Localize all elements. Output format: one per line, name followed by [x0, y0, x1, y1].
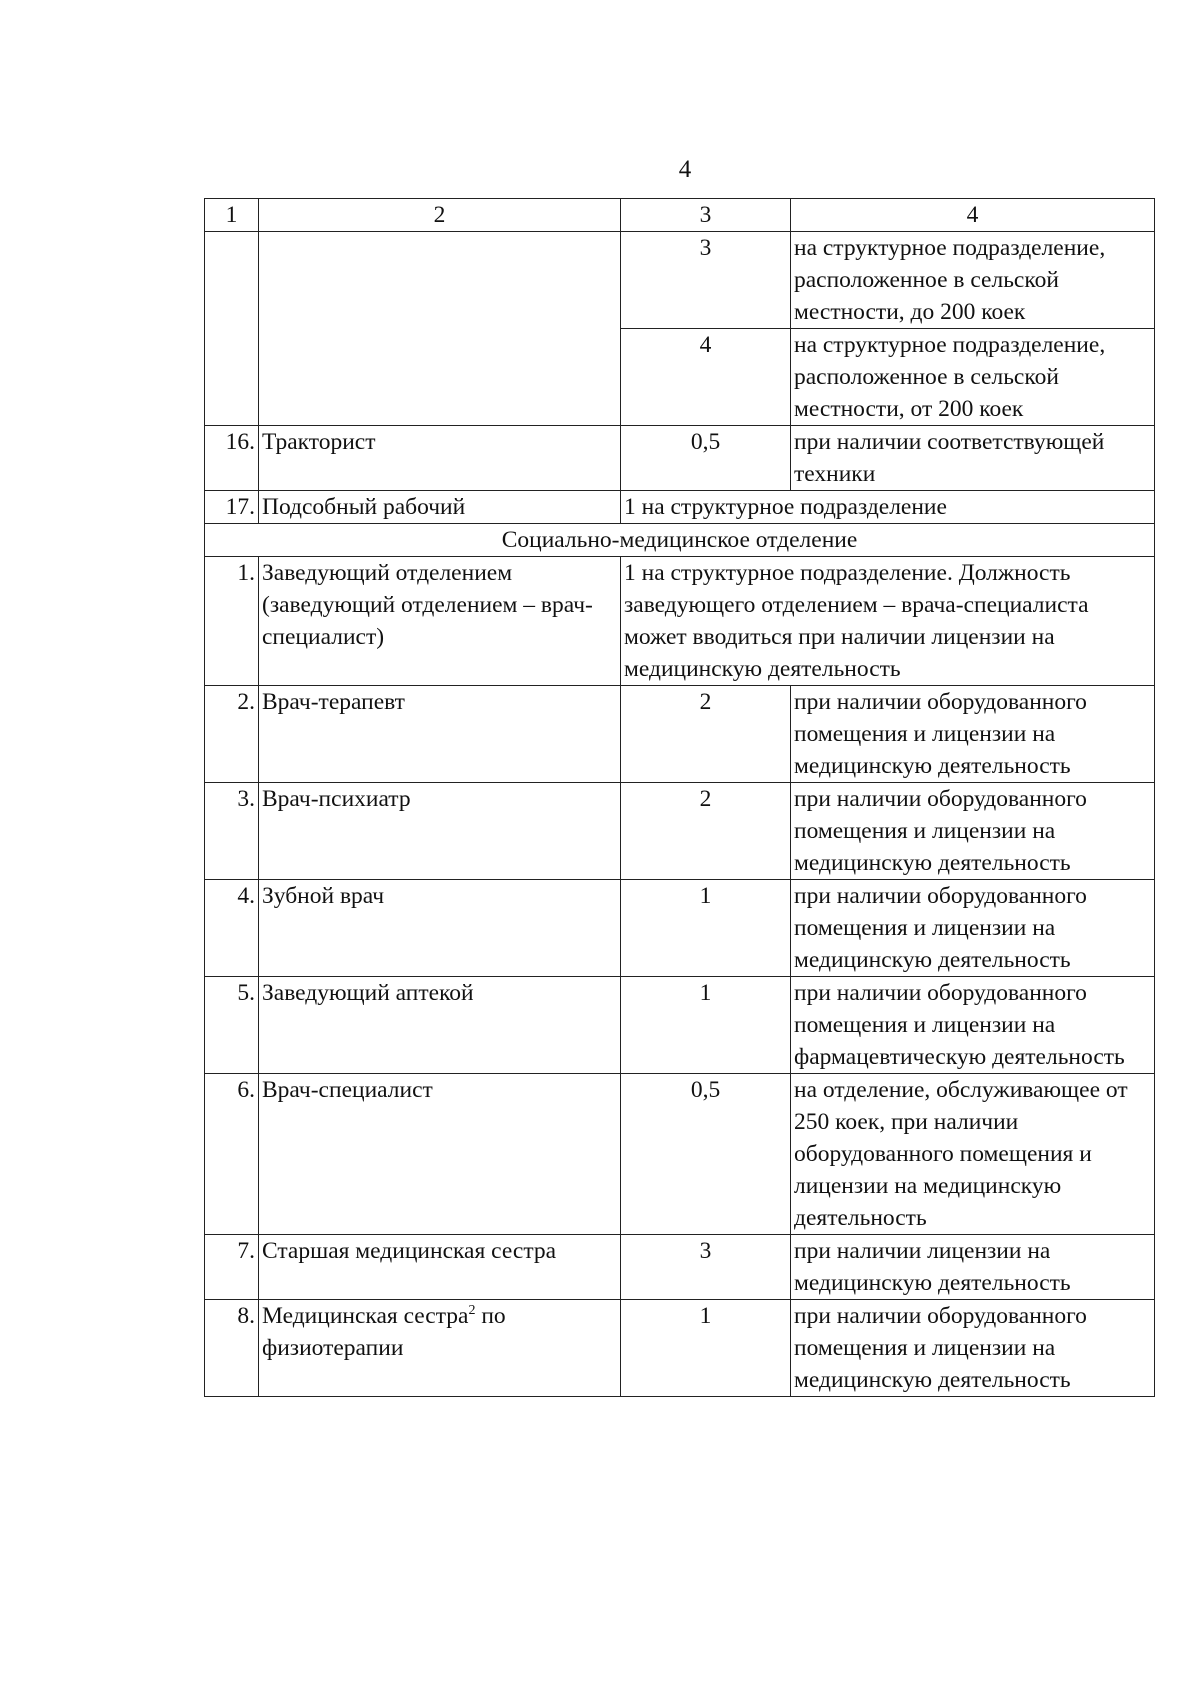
- position-name: Старшая медицинская сестра: [259, 1235, 621, 1300]
- note-cell: при наличии лицензии на медицинскую деятельность: [791, 1235, 1155, 1300]
- position-name: Заведующий аптекой: [259, 977, 621, 1074]
- table-row: [205, 491, 1155, 524]
- table-row: [205, 977, 1155, 1074]
- header-cell: 2: [259, 199, 621, 232]
- qty-cell: 2: [621, 686, 791, 783]
- header-cell: 4: [791, 199, 1155, 232]
- row-number: 8.: [205, 1300, 259, 1397]
- row-number: 6.: [205, 1074, 259, 1235]
- qty-cell: 1: [621, 880, 791, 977]
- merged-note-cell: 1 на структурное подразделение. Должность заведующего отделением – врача-специалиста может вводиться при наличии лицензии на медицинскую деятельность: [621, 557, 1155, 686]
- qty-cell: 0,5: [621, 426, 791, 491]
- table-row: [205, 232, 1155, 329]
- qty-cell: 0,5: [621, 1074, 791, 1235]
- row-number: 3.: [205, 783, 259, 880]
- table-row: [205, 1300, 1155, 1397]
- qty-cell: 1: [621, 977, 791, 1074]
- note-cell: при наличии оборудованного помещения и лицензии на медицинскую деятельность: [791, 686, 1155, 783]
- table-row: [205, 783, 1155, 880]
- table-row: [205, 1074, 1155, 1235]
- empty-cell: [205, 232, 259, 426]
- note-cell: при наличии соответствующей техники: [791, 426, 1155, 491]
- qty-cell: 1: [621, 1300, 791, 1397]
- position-name: Врач-специалист: [259, 1074, 621, 1235]
- footnote-marker: 2: [468, 1303, 476, 1319]
- note-cell: на структурное подразделение, расположенное в сельской местности, от 200 коек: [791, 329, 1155, 426]
- row-number: 16.: [205, 426, 259, 491]
- position-name: Врач-терапевт: [259, 686, 621, 783]
- merged-note-cell: 1 на структурное подразделение: [621, 491, 1155, 524]
- empty-cell: [259, 232, 621, 426]
- qty-cell: 3: [621, 232, 791, 329]
- table-row: [205, 426, 1155, 491]
- section-title: Социально-медицинское отделение: [205, 524, 1155, 557]
- note-cell: на структурное подразделение, расположенное в сельской местности, до 200 коек: [791, 232, 1155, 329]
- row-number: 7.: [205, 1235, 259, 1300]
- note-cell: при наличии оборудованного помещения и лицензии на фармацевтическую деятельность: [791, 977, 1155, 1074]
- row-number: 17.: [205, 491, 259, 524]
- note-cell: при наличии оборудованного помещения и лицензии на медицинскую деятельность: [791, 880, 1155, 977]
- row-number: 5.: [205, 977, 259, 1074]
- row-number: 4.: [205, 880, 259, 977]
- position-name: Заведующий отделением (заведующий отделением – врач-специалист): [259, 557, 621, 686]
- qty-cell: 2: [621, 783, 791, 880]
- header-cell: 3: [621, 199, 791, 232]
- table-row: [205, 1235, 1155, 1300]
- note-cell: при наличии оборудованного помещения и лицензии на медицинскую деятельность: [791, 783, 1155, 880]
- staff-table: [204, 198, 1155, 1397]
- table-row: [205, 880, 1155, 977]
- note-cell: на отделение, обслуживающее от 250 коек, при наличии оборудованного помещения и лицензии на медицинскую деятельность: [791, 1074, 1155, 1235]
- page-number: 4: [678, 156, 692, 183]
- table-row: [205, 557, 1155, 686]
- position-name-part: Медицинская сестра: [262, 1303, 469, 1329]
- qty-cell: 4: [621, 329, 791, 426]
- header-cell: 1: [205, 199, 259, 232]
- position-name: Подсобный рабочий: [259, 491, 621, 524]
- position-name: Зубной врач: [259, 880, 621, 977]
- position-name: Тракторист: [259, 426, 621, 491]
- position-name-part: по физиотерапии: [262, 1303, 506, 1361]
- table-row: [205, 686, 1155, 783]
- row-number: 2.: [205, 686, 259, 783]
- qty-cell: 3: [621, 1235, 791, 1300]
- row-number: 1.: [205, 557, 259, 686]
- note-cell: при наличии оборудованного помещения и лицензии на медицинскую деятельность: [791, 1300, 1155, 1397]
- section-row: [205, 524, 1155, 557]
- position-name: Врач-психиатр: [259, 783, 621, 880]
- position-name: [259, 1300, 621, 1397]
- table-header-row: [205, 199, 1155, 232]
